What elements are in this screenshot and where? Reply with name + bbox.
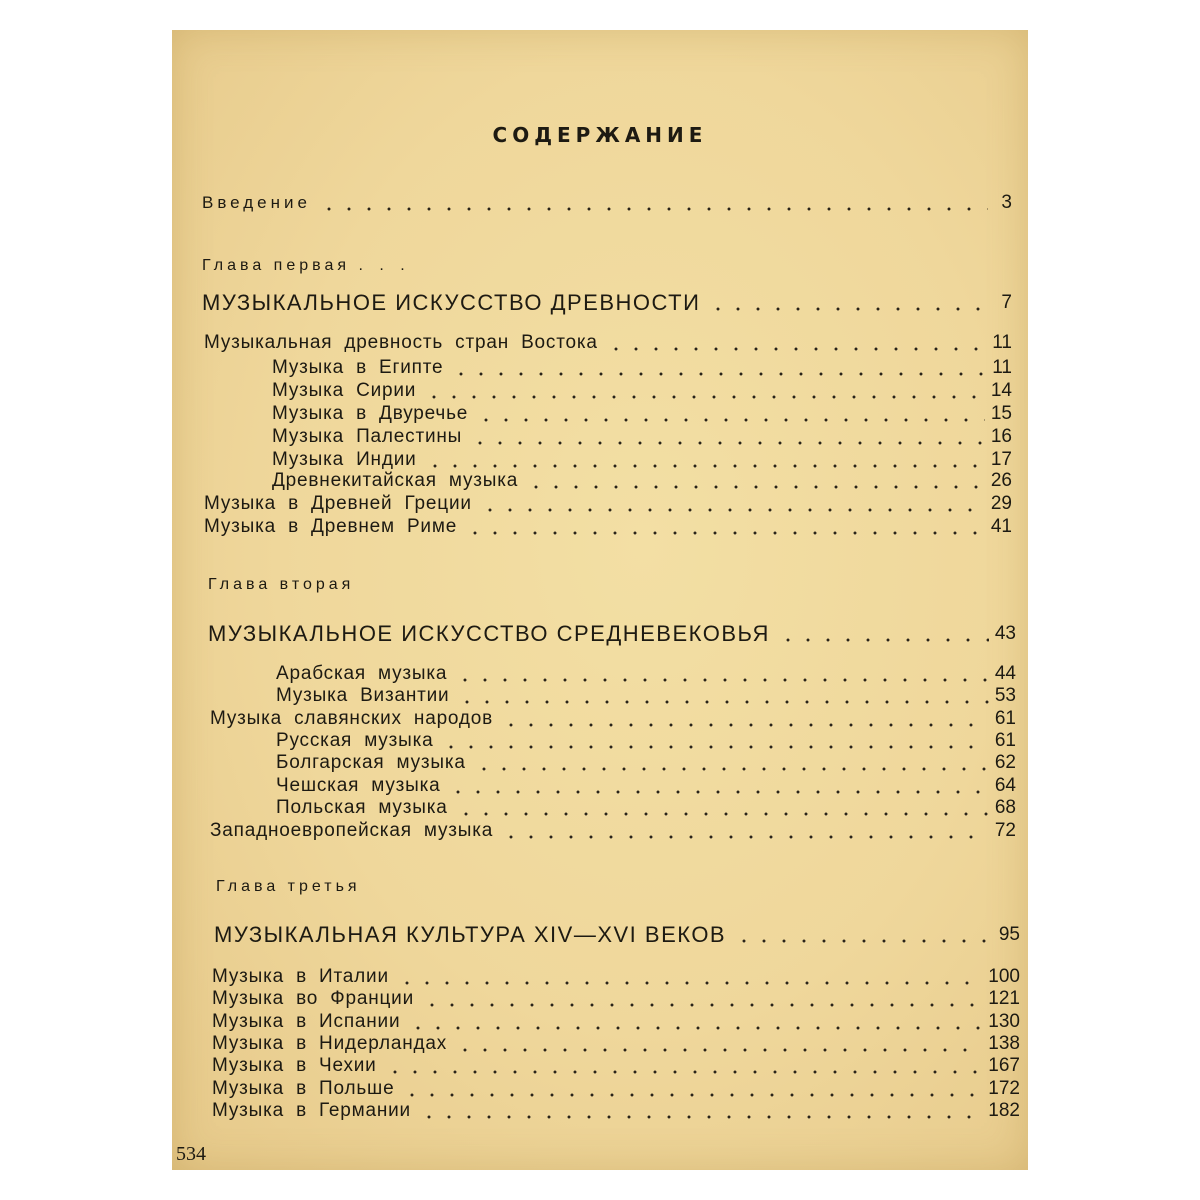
toc-entry-page: 72 xyxy=(994,820,1016,841)
toc-entry xyxy=(272,401,1012,425)
toc-entry-label: Чешская музыка xyxy=(276,775,441,796)
dot-leader xyxy=(457,700,988,704)
dot-leader xyxy=(606,347,986,351)
part-title-page: 43 xyxy=(994,623,1016,644)
toc-entry-label: Арабская музыка xyxy=(276,663,448,684)
toc-entry xyxy=(210,818,1016,842)
page-title: СОДЕРЖАНИЕ xyxy=(492,123,708,147)
toc-entry-label: Музыка в Древнем Риме xyxy=(204,516,458,537)
toc-entry xyxy=(272,378,1012,402)
chapter-label-3 xyxy=(216,878,361,896)
toc-entry-page: 138 xyxy=(988,1033,1020,1054)
toc-entry-page: 62 xyxy=(994,752,1016,773)
toc-entry-page: 53 xyxy=(994,685,1016,706)
dot-leader xyxy=(476,418,985,422)
toc-entry xyxy=(272,424,1012,448)
toc-entry xyxy=(212,1053,1020,1077)
toc-entry xyxy=(276,728,1016,752)
page-number: 534 xyxy=(176,1143,206,1165)
dot-leader xyxy=(385,1070,983,1074)
dot-leader xyxy=(441,745,988,749)
part-title-label: МУЗЫКАЛЬНОЕ ИСКУССТВО ДРЕВНОСТИ xyxy=(202,290,701,315)
toc-entry-page: 15 xyxy=(990,403,1012,424)
part-title-1 xyxy=(202,284,1012,314)
toc-entry-label: Введение xyxy=(202,193,311,212)
toc-entry-label: Русская музыка xyxy=(276,730,434,751)
toc-entry-page: 61 xyxy=(994,708,1016,729)
toc-entry-label: Музыка в Германии xyxy=(212,1100,411,1121)
toc-entry-page: 14 xyxy=(990,380,1012,401)
toc-entry xyxy=(212,1076,1020,1100)
dot-leader xyxy=(501,835,989,839)
chapter-label-text: Глава первая xyxy=(202,257,351,274)
dot-leader xyxy=(455,678,989,682)
toc-entry-label: Музыка в Двуречье xyxy=(272,403,469,424)
toc-entry-label: Музыкальная древность стран Востока xyxy=(204,332,598,353)
toc-entry-page: 167 xyxy=(988,1055,1020,1076)
dot-leader xyxy=(319,207,988,211)
toc-entry xyxy=(276,683,1016,707)
dot-leader xyxy=(397,981,982,985)
toc-entry-page: 64 xyxy=(994,775,1016,796)
toc-entry-page: 61 xyxy=(994,730,1016,751)
toc-entry xyxy=(276,661,1016,685)
toc-entry xyxy=(276,795,1016,819)
part-title-page: 95 xyxy=(998,924,1020,945)
toc-entry-page: 68 xyxy=(994,797,1016,818)
dot-leader xyxy=(422,1003,982,1007)
dot-leader xyxy=(419,1115,982,1119)
toc-entry-label: Музыка в Испании xyxy=(212,1011,401,1032)
toc-entry-label: Музыка в Нидерландах xyxy=(212,1033,448,1054)
dot-leader xyxy=(448,790,988,794)
toc-entry-label: Музыка Палестины xyxy=(272,426,463,447)
toc-entry-label: Болгарская музыка xyxy=(276,752,466,773)
dot-leader xyxy=(734,939,993,943)
toc-entry-label: Музыка в Польше xyxy=(212,1078,395,1099)
toc-entry-page: 29 xyxy=(990,493,1012,514)
toc-entry-page: 44 xyxy=(994,663,1016,684)
toc-entry-label: Музыка Сирии xyxy=(272,380,417,401)
toc-entry-label: Музыка славянских народов xyxy=(210,708,494,729)
toc-entry-page: 41 xyxy=(990,516,1012,537)
chapter-label-text: Глава третья xyxy=(216,878,361,895)
toc-entry-label: Музыка во Франции xyxy=(212,988,414,1009)
dot-leader xyxy=(402,1093,982,1097)
chapter-label-trail: . . . xyxy=(358,257,411,274)
toc-entry xyxy=(276,750,1016,774)
toc-entry-label: Музыка в Древней Греции xyxy=(204,493,472,514)
toc-entry-page: 100 xyxy=(988,966,1020,987)
toc-entry-label: Музыка в Египте xyxy=(272,357,444,378)
part-title-label: МУЗЫКАЛЬНАЯ КУЛЬТУРА XIV—XVI ВЕКОВ xyxy=(214,922,727,947)
toc-entry-page: 26 xyxy=(990,470,1012,491)
part-title-3 xyxy=(214,916,1020,946)
dot-leader xyxy=(465,531,985,535)
toc-entry xyxy=(210,706,1016,730)
toc-entry-page: 11 xyxy=(992,332,1012,353)
toc-entry xyxy=(212,964,1020,988)
part-title-page: 7 xyxy=(1001,292,1012,313)
toc-entry-page: 130 xyxy=(988,1011,1020,1032)
toc-entry-label: Западноевропейская музыка xyxy=(210,820,494,841)
toc-entry xyxy=(204,514,1012,538)
dot-leader xyxy=(456,812,989,816)
toc-entry xyxy=(272,355,1012,379)
dot-leader xyxy=(526,485,985,489)
dot-leader xyxy=(455,1048,982,1052)
toc-entry xyxy=(212,1031,1020,1055)
toc-entry-page: 3 xyxy=(1001,192,1012,213)
toc-entry-introduction xyxy=(202,190,1012,214)
dot-leader xyxy=(451,372,986,376)
dot-leader xyxy=(470,441,985,445)
toc-entry-page: 121 xyxy=(988,988,1020,1009)
toc-entry xyxy=(204,330,1012,354)
toc-entry-page: 172 xyxy=(988,1078,1020,1099)
toc-entry xyxy=(276,773,1016,797)
dot-leader xyxy=(708,307,988,311)
toc-entry-label: Польская музыка xyxy=(276,797,448,818)
dot-leader xyxy=(424,395,985,399)
book-page xyxy=(172,30,1028,1170)
toc-entry-label: Древнекитайская музыка xyxy=(272,470,519,491)
dot-leader xyxy=(778,638,989,642)
dot-leader xyxy=(408,1026,982,1030)
toc-entry-page: 16 xyxy=(990,426,1012,447)
toc-entry xyxy=(212,1009,1020,1033)
part-title-2 xyxy=(208,615,1016,645)
dot-leader xyxy=(480,508,985,512)
dot-leader xyxy=(501,723,989,727)
toc-entry-label: Музыка в Чехии xyxy=(212,1055,377,1076)
toc-entry xyxy=(204,491,1012,515)
toc-entry-label: Музыка Византии xyxy=(276,685,450,706)
toc-entry-page: 11 xyxy=(992,357,1012,378)
toc-entry-page: 17 xyxy=(990,449,1012,470)
toc-entry-page: 182 xyxy=(988,1100,1020,1121)
toc-entry xyxy=(272,468,1012,492)
toc-entry xyxy=(212,1098,1020,1122)
chapter-label-text: Глава вторая xyxy=(208,576,355,593)
dot-leader xyxy=(474,767,989,771)
toc-entry-label: Музыка Индии xyxy=(272,449,417,470)
chapter-label-2 xyxy=(208,576,354,594)
part-title-label: МУЗЫКАЛЬНОЕ ИСКУССТВО СРЕДНЕВЕКОВЬЯ xyxy=(208,621,770,646)
toc-entry-label: Музыка в Италии xyxy=(212,966,389,987)
chapter-label-1 xyxy=(202,257,411,275)
toc-entry xyxy=(212,986,1020,1010)
